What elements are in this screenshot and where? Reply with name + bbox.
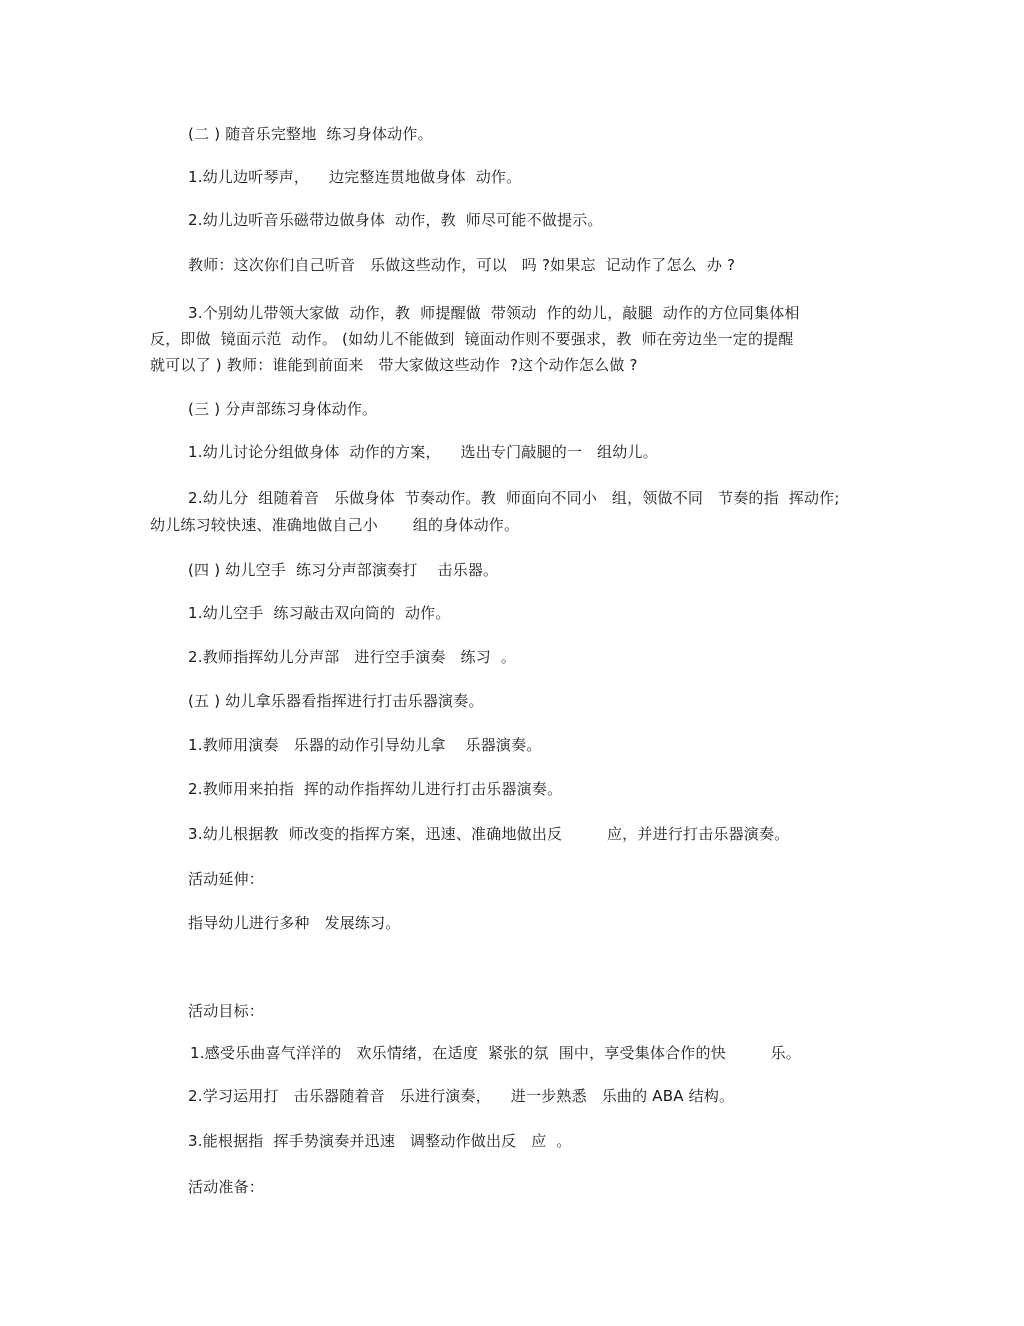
paragraph-line: 2.幼儿分 组随着音 乐做身体 节奏动作。教 师面向不同小 组，领做不同 节奏的指 挥动作; xyxy=(188,489,840,507)
paragraph-line: 1.幼儿讨论分组做身体 动作的方案， 选出专门敲腿的一 组幼儿。 xyxy=(188,443,658,461)
paragraph-line: 指导幼儿进行多种 发展练习。 xyxy=(188,914,401,932)
paragraph-line: 2.幼儿边听音乐磁带边做身体 动作，教 师尽可能不做提示。 xyxy=(188,211,603,229)
paragraph-line: 1.感受乐曲喜气洋洋的 欢乐情绪，在适度 紧张的氛 围中，享受集体合作的快 乐。 xyxy=(190,1044,802,1062)
paragraph-line: 反，即做 镜面示范 动作。 (如幼儿不能做到 镜面动作则不要强求，教 师在旁边坐一定的提醒 xyxy=(150,330,794,348)
section-heading-4: (四 ) 幼儿空手 练习分声部演奏打 击乐器。 xyxy=(188,561,499,579)
section-heading-extension: 活动延伸： xyxy=(188,870,265,888)
section-heading-3: (三 ) 分声部练习身体动作。 xyxy=(188,400,378,418)
section-heading-goals: 活动目标： xyxy=(188,1002,265,1020)
paragraph-line: 3.幼儿根据教 师改变的指挥方案，迅速、准确地做出反 应，并进行打击乐器演奏。 xyxy=(188,825,790,843)
section-heading-5: (五 ) 幼儿拿乐器看指挥进行打击乐器演奏。 xyxy=(188,692,484,710)
paragraph-line: 2.学习运用打 击乐器随着音 乐进行演奏， 进一步熟悉 乐曲的 ABA 结构。 xyxy=(188,1087,735,1105)
paragraph-line: 1.教师用演奏 乐器的动作引导幼儿拿 乐器演奏。 xyxy=(188,736,542,754)
paragraph-line: 2.教师指挥幼儿分声部 进行空手演奏 练习 。 xyxy=(188,648,517,666)
paragraph-line: 2.教师用来拍指 挥的动作指挥幼儿进行打击乐器演奏。 xyxy=(188,780,563,798)
paragraph-line: 1.幼儿空手 练习敲击双向筒的 动作。 xyxy=(188,604,451,622)
section-heading-preparation: 活动准备： xyxy=(188,1178,265,1196)
paragraph-line: 幼儿练习较快速、准确地做自己小 组的身体动作。 xyxy=(150,516,520,534)
paragraph-line: 教师：这次你们自己听音 乐做这些动作，可以 吗 ?如果忘 记动作了怎么 办 ? xyxy=(188,256,736,274)
section-heading-2: (二 ) 随音乐完整地 练习身体动作。 xyxy=(188,125,433,143)
paragraph-line: 3.个别幼儿带领大家做 动作，教 师提醒做 带领动 作的幼儿，敲腿 动作的方位同集体相 xyxy=(188,304,800,322)
paragraph-line: 1.幼儿边听琴声， 边完整连贯地做身体 动作。 xyxy=(188,168,522,186)
paragraph-line: 就可以了 ) 教师：谁能到前面来 带大家做这些动作 ?这个动作怎么做 ? xyxy=(150,356,638,374)
paragraph-line: 3.能根据指 挥手势演奏并迅速 调整动作做出反 应 。 xyxy=(188,1132,572,1150)
